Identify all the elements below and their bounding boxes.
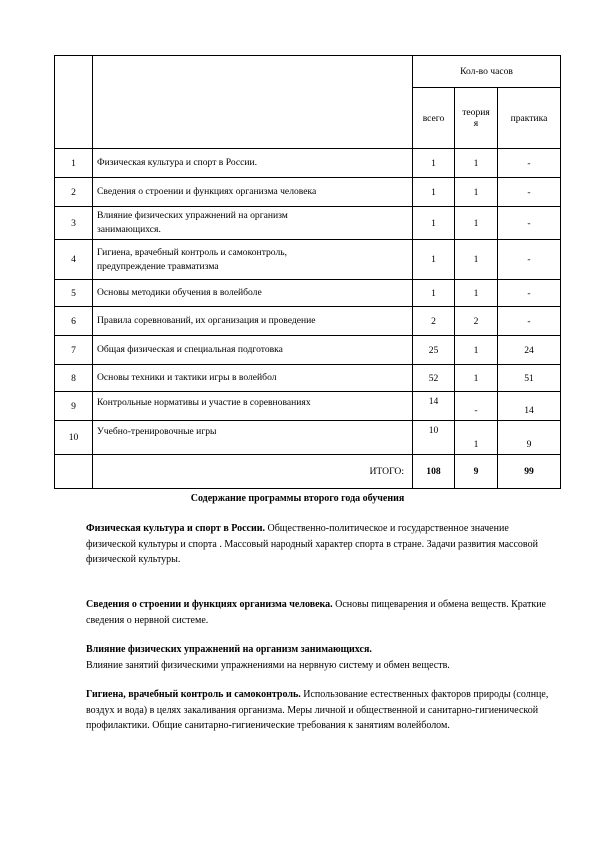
total-theory: 9 xyxy=(455,455,498,489)
row-number: 1 xyxy=(55,149,93,178)
row-theory-hours: 1 xyxy=(455,149,498,178)
row-topic xyxy=(93,365,413,392)
header-name-cell xyxy=(93,56,413,149)
row-theory-hours: 1 xyxy=(455,240,498,280)
row-number: 2 xyxy=(55,178,93,207)
table-row xyxy=(55,240,561,280)
col-practice-header: практика xyxy=(498,88,561,149)
row-total-hours: 14 xyxy=(413,392,455,421)
row-theory-hours: 1 xyxy=(455,336,498,365)
col-theory-header-line: я xyxy=(473,118,479,129)
row-topic xyxy=(93,336,413,365)
section-text: Общественно-политическое и государственное значение физической культуры и спорта . Массовый народный характер спорта в стране. Задачи развития массовой физической культуры. xyxy=(86,523,538,565)
row-number: 10 xyxy=(55,421,93,455)
row-topic xyxy=(93,240,413,280)
col-theory-header xyxy=(455,88,498,149)
row-topic-line: занимающихся. xyxy=(97,224,161,235)
total-practice: 99 xyxy=(498,455,561,489)
row-number: 9 xyxy=(55,392,93,421)
header-num-cell xyxy=(55,56,93,149)
table-row xyxy=(55,365,561,392)
row-topic-line: Правила соревнований, их организация и проведение xyxy=(97,315,316,327)
row-topic-line: Основы техники и тактики игры в волейбол xyxy=(97,372,277,384)
row-topic-line: Контрольные нормативы и участие в соревнованиях xyxy=(97,397,311,408)
row-theory-hours: 2 xyxy=(455,307,498,336)
row-number: 6 xyxy=(55,307,93,336)
total-hours: 108 xyxy=(413,455,455,489)
section-paragraph xyxy=(86,687,556,734)
section-paragraph xyxy=(86,597,556,628)
section-heading: Гигиена, врачебный контроль и самоконтроль. xyxy=(86,689,301,700)
row-topic-line: Гигиена, врачебный контроль и самоконтроль, xyxy=(97,246,288,258)
row-total-hours: 25 xyxy=(413,336,455,365)
row-number: 8 xyxy=(55,365,93,392)
section-text: Основы пищеварения и обмена веществ. Краткие сведения о нервной системе. xyxy=(86,599,546,626)
content-title: Содержание программы второго года обучения xyxy=(190,493,405,504)
row-total-hours: 1 xyxy=(413,149,455,178)
hours-header: Кол-во часов xyxy=(413,56,561,88)
row-practice-hours: - xyxy=(498,178,561,207)
row-total-hours: 1 xyxy=(413,280,455,307)
table-total-row xyxy=(55,455,561,489)
row-theory-hours: 1 xyxy=(455,421,498,455)
row-theory-hours: 1 xyxy=(455,178,498,207)
row-topic xyxy=(93,280,413,307)
row-topic xyxy=(93,392,413,421)
row-practice-hours: 9 xyxy=(498,421,561,455)
row-number: 7 xyxy=(55,336,93,365)
row-topic xyxy=(93,178,413,207)
section-heading: Физическая культура и спорт в России. xyxy=(86,523,265,534)
col-total-header: всего xyxy=(413,88,455,149)
row-practice-hours: - xyxy=(498,240,561,280)
col-theory-header-line: теория xyxy=(462,107,490,118)
row-topic-line: Учебно-тренировочные игры xyxy=(97,426,217,437)
row-topic-line: Сведения о строении и функциях организма человека xyxy=(97,186,317,198)
row-theory-hours: 1 xyxy=(455,207,498,240)
table-row xyxy=(55,421,561,455)
row-total-hours: 1 xyxy=(413,207,455,240)
row-number: 5 xyxy=(55,280,93,307)
hours-table xyxy=(54,55,561,489)
table-row xyxy=(55,307,561,336)
row-practice-hours: 24 xyxy=(498,336,561,365)
row-total-hours: 1 xyxy=(413,240,455,280)
row-topic-line: Влияние физических упражнений на организм xyxy=(97,210,288,222)
row-theory-hours: 1 xyxy=(455,365,498,392)
section-paragraph xyxy=(86,642,556,673)
table-header-row xyxy=(55,56,561,88)
row-topic-line: Физическая культура и спорт в России. xyxy=(97,157,258,169)
total-label: ИТОГО: xyxy=(93,455,413,489)
row-theory-hours: 1 xyxy=(455,280,498,307)
row-number: 4 xyxy=(55,240,93,280)
table-row xyxy=(55,207,561,240)
row-practice-hours: - xyxy=(498,149,561,178)
row-practice-hours: - xyxy=(498,280,561,307)
row-topic-line: Общая физическая и специальная подготовка xyxy=(97,344,283,356)
section-heading: Сведения о строении и функциях организма человека. xyxy=(86,599,333,610)
row-topic xyxy=(93,207,413,240)
total-num-cell xyxy=(55,455,93,489)
table-row xyxy=(55,178,561,207)
row-practice-hours: 51 xyxy=(498,365,561,392)
row-practice-hours: - xyxy=(498,307,561,336)
row-total-hours: 52 xyxy=(413,365,455,392)
table-row xyxy=(55,280,561,307)
section-paragraph xyxy=(86,521,556,568)
row-practice-hours: - xyxy=(498,207,561,240)
row-total-hours: 10 xyxy=(413,421,455,455)
row-practice-hours: 14 xyxy=(498,392,561,421)
section-text: Использование естественных факторов природы (солнце, воздух и вода) в целях закаливания организма. Меры личной и общественной и санитарно-гигиенической профилактики. Общие санитарно-гигиенические требования к занятиям волейболом. xyxy=(86,689,549,731)
row-topic xyxy=(93,421,413,455)
row-total-hours: 1 xyxy=(413,178,455,207)
row-theory-hours: - xyxy=(455,392,498,421)
row-topic xyxy=(93,149,413,178)
table-row xyxy=(55,149,561,178)
row-topic xyxy=(93,307,413,336)
row-number: 3 xyxy=(55,207,93,240)
row-topic-line: предупреждение травматизма xyxy=(97,260,219,272)
section-text: Влияние занятий физическими упражнениями на нервную систему и обмен веществ. xyxy=(86,659,450,671)
table-row xyxy=(55,336,561,365)
row-total-hours: 2 xyxy=(413,307,455,336)
section-heading: Влияние физических упражнений на организм занимающихся. xyxy=(86,644,372,655)
row-topic-line: Основы методики обучения в волейболе xyxy=(97,287,262,299)
table-row xyxy=(55,392,561,421)
